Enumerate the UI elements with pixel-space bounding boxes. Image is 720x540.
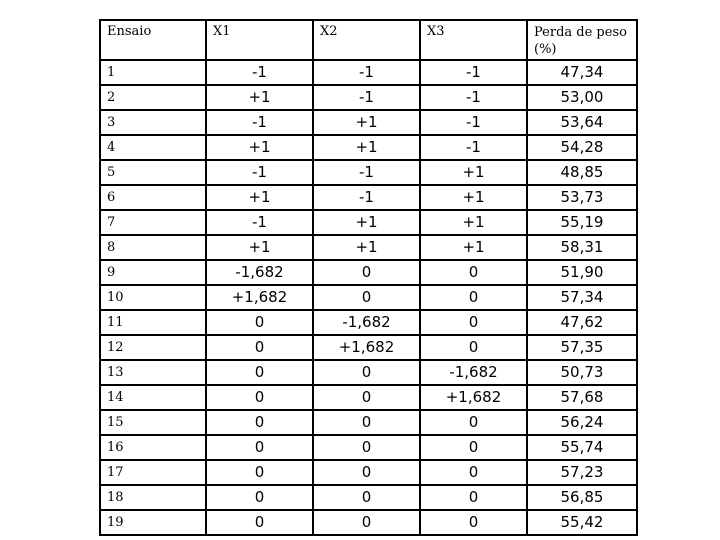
cell-perda-de-peso: 58,31 [527,235,637,260]
cell-x1: 0 [206,310,313,335]
header-ensaio: Ensaio [100,20,206,60]
cell-x2: +1 [313,110,420,135]
cell-perda-de-peso: 53,00 [527,85,637,110]
cell-x1: 0 [206,410,313,435]
cell-ensaio: 18 [100,485,206,510]
cell-x2: 0 [313,260,420,285]
cell-x3: 0 [420,485,527,510]
cell-x3: 0 [420,510,527,535]
cell-x1: 0 [206,460,313,485]
cell-ensaio: 2 [100,85,206,110]
cell-ensaio: 10 [100,285,206,310]
cell-ensaio: 7 [100,210,206,235]
cell-ensaio: 1 [100,60,206,85]
cell-x2: 0 [313,460,420,485]
header-x3: X3 [420,20,527,60]
cell-ensaio: 14 [100,385,206,410]
cell-ensaio: 6 [100,185,206,210]
cell-x3: +1 [420,160,527,185]
cell-x3: 0 [420,410,527,435]
cell-x2: 0 [313,435,420,460]
cell-x3: 0 [420,335,527,360]
cell-perda-de-peso: 57,23 [527,460,637,485]
table-body [100,60,637,535]
cell-x2: +1 [313,235,420,260]
cell-perda-de-peso: 55,74 [527,435,637,460]
cell-x3: -1 [420,110,527,135]
experiment-table [99,19,638,536]
table-row [100,135,637,160]
cell-x3: -1 [420,135,527,160]
table-row [100,435,637,460]
cell-ensaio: 16 [100,435,206,460]
cell-x1: 0 [206,435,313,460]
cell-x1: -1,682 [206,260,313,285]
header-row [100,20,637,60]
cell-x2: +1 [313,135,420,160]
table-row [100,60,637,85]
cell-x1: +1 [206,185,313,210]
cell-x2: +1,682 [313,335,420,360]
cell-perda-de-peso: 56,24 [527,410,637,435]
cell-perda-de-peso: 47,34 [527,60,637,85]
cell-perda-de-peso: 54,28 [527,135,637,160]
cell-x1: 0 [206,335,313,360]
table-row [100,385,637,410]
cell-x1: +1 [206,135,313,160]
table-row [100,210,637,235]
cell-perda-de-peso: 47,62 [527,310,637,335]
cell-x1: -1 [206,210,313,235]
cell-x1: -1 [206,160,313,185]
cell-ensaio: 13 [100,360,206,385]
cell-x1: -1 [206,110,313,135]
cell-ensaio: 12 [100,335,206,360]
header-x1: X1 [206,20,313,60]
cell-x3: -1 [420,60,527,85]
table-row [100,85,637,110]
cell-x2: 0 [313,410,420,435]
cell-x3: 0 [420,285,527,310]
cell-x3: +1 [420,210,527,235]
cell-x2: -1 [313,85,420,110]
cell-perda-de-peso: 53,64 [527,110,637,135]
table-row [100,360,637,385]
header-perda-de-peso: Perda de peso (%) [527,20,637,60]
header-x2: X2 [313,20,420,60]
table-row [100,260,637,285]
table-row [100,310,637,335]
cell-perda-de-peso: 55,42 [527,510,637,535]
cell-perda-de-peso: 55,19 [527,210,637,235]
cell-ensaio: 19 [100,510,206,535]
table-row [100,460,637,485]
cell-x2: 0 [313,385,420,410]
cell-x1: -1 [206,60,313,85]
cell-x3: 0 [420,310,527,335]
cell-x1: +1,682 [206,285,313,310]
cell-x2: -1,682 [313,310,420,335]
table-row [100,410,637,435]
cell-perda-de-peso: 51,90 [527,260,637,285]
cell-x3: -1 [420,85,527,110]
cell-x2: -1 [313,185,420,210]
cell-ensaio: 17 [100,460,206,485]
cell-x1: 0 [206,360,313,385]
table-row [100,510,637,535]
cell-x3: +1,682 [420,385,527,410]
cell-x3: +1 [420,235,527,260]
table-row [100,160,637,185]
cell-x1: +1 [206,85,313,110]
table-row [100,285,637,310]
cell-x3: 0 [420,435,527,460]
cell-x3: +1 [420,185,527,210]
cell-x3: 0 [420,260,527,285]
cell-perda-de-peso: 57,68 [527,385,637,410]
table-row [100,235,637,260]
cell-x1: +1 [206,235,313,260]
cell-ensaio: 15 [100,410,206,435]
cell-x3: -1,682 [420,360,527,385]
cell-x2: 0 [313,285,420,310]
cell-x1: 0 [206,485,313,510]
cell-perda-de-peso: 48,85 [527,160,637,185]
cell-ensaio: 11 [100,310,206,335]
cell-x1: 0 [206,385,313,410]
cell-x1: 0 [206,510,313,535]
cell-perda-de-peso: 57,35 [527,335,637,360]
cell-perda-de-peso: 50,73 [527,360,637,385]
cell-ensaio: 9 [100,260,206,285]
cell-ensaio: 3 [100,110,206,135]
cell-ensaio: 4 [100,135,206,160]
cell-x2: 0 [313,360,420,385]
cell-ensaio: 5 [100,160,206,185]
cell-x2: +1 [313,210,420,235]
cell-x3: 0 [420,460,527,485]
table-row [100,185,637,210]
cell-x2: -1 [313,60,420,85]
cell-perda-de-peso: 57,34 [527,285,637,310]
cell-x2: -1 [313,160,420,185]
table-row [100,335,637,360]
cell-perda-de-peso: 56,85 [527,485,637,510]
cell-ensaio: 8 [100,235,206,260]
table-row [100,485,637,510]
cell-perda-de-peso: 53,73 [527,185,637,210]
cell-x2: 0 [313,510,420,535]
table-row [100,110,637,135]
cell-x2: 0 [313,485,420,510]
